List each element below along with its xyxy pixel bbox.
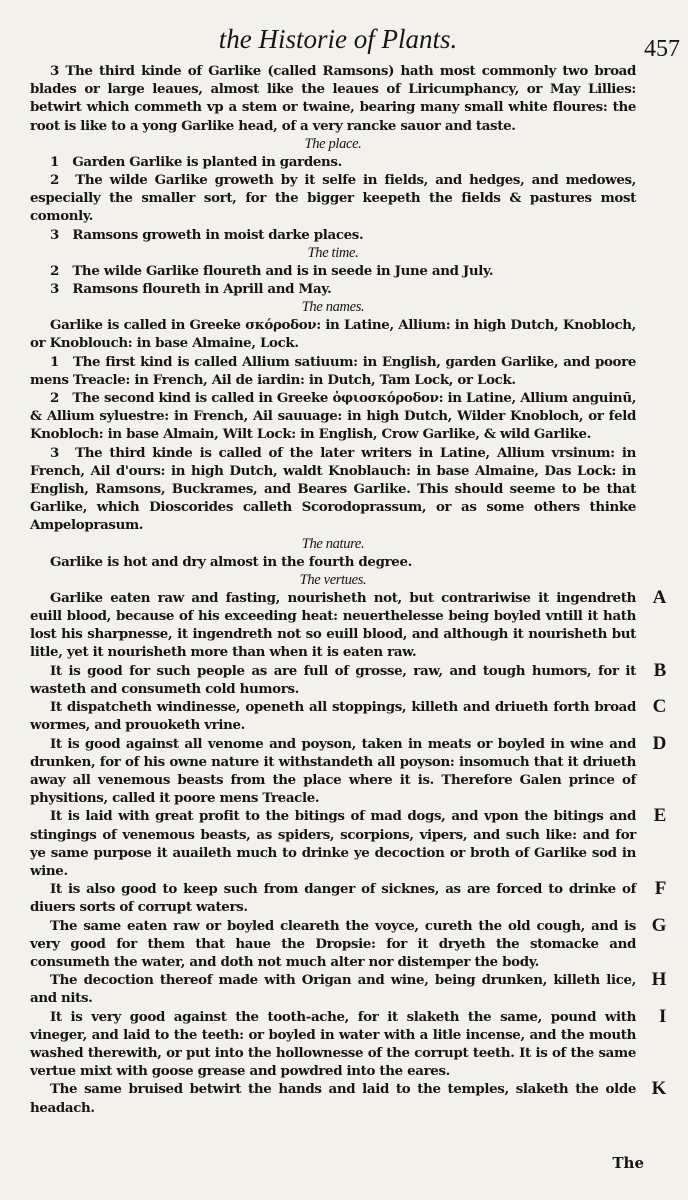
item-text: The first kind is called Allium satiuum: in English, garden Garlike, and poore mens Treacle: in French, Ail de iardin: in Dutch, Tam Lock, or Lock. xyxy=(30,353,636,388)
vertue-entry xyxy=(30,732,666,808)
margin-letter: I xyxy=(658,1005,666,1027)
names-item xyxy=(30,444,636,535)
page-header xyxy=(40,22,680,62)
running-title: the Historie of Plants. xyxy=(218,24,458,54)
item-text: The wilde Garlike groweth by it selfe in fields, and hedges, and medowes, especially the smaller sort, for the bigger keepeth the fields & pastures most comonly. xyxy=(30,172,636,225)
item-number: 3 xyxy=(50,281,59,298)
section-heading-vertues: The vertues. xyxy=(299,571,367,588)
vertue-entry xyxy=(30,1078,666,1116)
margin-letter: H xyxy=(651,969,666,991)
item-text: Ramsons groweth in moist darke places. xyxy=(72,226,364,243)
vertue-entry xyxy=(30,805,666,880)
vertue-entry xyxy=(30,586,666,662)
margin-letter: D xyxy=(652,732,666,754)
item-number: 3 xyxy=(50,226,59,243)
vertue-text: The same eaten raw or boyled cleareth the voyce, cureth the old cough, and is very good for them that haue the Dropsie: for it dryeth the stomacke and consumeth the water, and doth not much alter nor distemper the body. xyxy=(30,917,636,970)
vertue-entry xyxy=(30,696,666,734)
nature-text: Garlike is hot and dry almost in the fourth degree. xyxy=(50,553,412,570)
names-item xyxy=(30,389,636,444)
vertue-text: It dispatcheth windinesse, openeth all stoppings, killeth and driueth forth broad wormes, and prouoketh vrine. xyxy=(30,699,636,734)
place-item xyxy=(30,153,636,171)
vertue-text: It is laid with great profit to the bitings of mad dogs, and vpon the bitings and stingings of venemous beasts, as spiders, scorpions, vipers, and such like: and for ye same purpose it auaileth much to drinke ye decoction or broth of Garlike sod in wine. xyxy=(30,808,636,879)
margin-letter: C xyxy=(652,696,666,718)
section-heading-time: The time. xyxy=(307,244,359,261)
place-item xyxy=(30,226,636,244)
margin-letter: F xyxy=(654,878,666,900)
item-number: 1 xyxy=(50,153,59,170)
vertue-entry xyxy=(30,1005,666,1081)
margin-letter: K xyxy=(651,1078,666,1100)
vertue-text: Garlike eaten raw and fasting, nourisheth not, but contrariwise it ingendreth euill blood, because of his exceeding heat: neuerthelesse being boyled vntill it hath lost his sharpnesse, it ingendreth not so euill blood, and although it nourisheth but litle, yet it nourisheth more than when it is eaten raw. xyxy=(30,589,636,661)
vertue-text: It is very good against the tooth-ache, for it slaketh the same, pound with vineger, and laid to the teeth: or boyled in water with a litle incense, and the mouth washed therewith, or put into the hollownesse of the corrupt teeth. It is of the same vertue mixt with goose grease and powdred into the eares. xyxy=(30,1008,636,1080)
margin-letter: B xyxy=(653,659,666,681)
margin-letter: G xyxy=(651,914,666,936)
vertue-text: The decoction thereof made with Origan and wine, being drunken, killeth lice, and nits. xyxy=(30,972,636,1007)
item-text: The wilde Garlike floureth and is in seede in June and July. xyxy=(72,262,494,279)
item-number: 2 xyxy=(50,262,59,279)
item-number: 2 xyxy=(50,390,59,407)
section-heading-place: The place. xyxy=(304,135,362,152)
page-number: 457 xyxy=(644,36,680,62)
section-heading-nature: The nature. xyxy=(301,535,365,552)
item-number: 1 xyxy=(50,353,59,370)
vertue-entry xyxy=(30,878,666,916)
margin-letter: A xyxy=(652,586,666,608)
names-item xyxy=(30,353,636,389)
item-text: The third kinde is called of the later writers in Latine, Allium vrsinum: in French, Ail d'ours: in high Dutch, waldt Knoblauch: in base Almaine, Das Lock: in English, Ramsons, Buckrames, and Beares Garlike. This should seeme to be that Garlike, which Dioscorides calleth Scorodoprassum, or as some others thinke Ampeloprasum. xyxy=(30,444,637,534)
time-item xyxy=(30,262,636,280)
place-item xyxy=(30,171,636,226)
vertue-text: It is good against all venome and poyson, taken in meats or boyled in wine and drunken, for of his owne nature it withstandeth all poyson: insomuch that it driueth away all venemous beasts from the place where it is. Therefore Galen prince of physitions, called it poore mens Treacle. xyxy=(30,735,636,807)
item-number: 2 xyxy=(50,172,59,189)
item-number: 3 xyxy=(50,444,59,461)
margin-letter: E xyxy=(653,805,666,827)
kind-3-description: 3 The third kinde of Garlike (called Ramsons) hath most commonly two broad blades or large leaues, almost like the leaues of Liricumphancy, or May Lillies: betwirt which commeth vp a stem or twaine, bearing many small white floures: the root is like to a yong Garlike head, of a very rancke sauor and taste. xyxy=(30,63,636,134)
vertue-text: It is good for such people as are full of grosse, raw, and tough humors, for it wasteth and consumeth cold humors. xyxy=(30,662,636,697)
vertue-entry xyxy=(30,969,666,1007)
vertue-entry xyxy=(30,914,666,972)
vertue-entry xyxy=(30,659,666,698)
item-text: Ramsons floureth in Aprill and May. xyxy=(72,281,332,298)
vertue-text: The same bruised betwirt the hands and laid to the temples, slaketh the olde headach. xyxy=(30,1081,636,1116)
vertue-text: It is also good to keep such from danger of sicknes, as are forced to drinke of diuers sorts of corrupt waters. xyxy=(30,881,636,916)
page-body xyxy=(30,62,666,1117)
item-text: Garden Garlike is planted in gardens. xyxy=(72,153,342,170)
item-text: The second kind is called in Greeke ὀφιοσκόροδον: in Latine, Allium anguinū, & Allium syluestre: in French, Ail sauuage: in high Dutch, Wilder Knobloch, or feld Knobloch: in base Almain, Wilt Lock: in English, Crow Garlike, & wild Garlike. xyxy=(30,390,637,443)
names-intro: Garlike is called in Greeke σκόροδον: in Latine, Allium: in high Dutch, Knobloch, or Knoblouch: in base Almaine, Lock. xyxy=(30,317,636,352)
section-heading-names: The names. xyxy=(301,299,365,316)
time-item xyxy=(30,280,636,298)
catchword: The xyxy=(612,1154,644,1172)
